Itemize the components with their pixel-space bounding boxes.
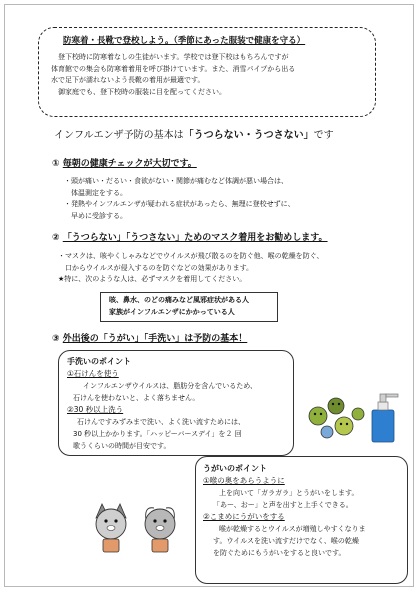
section2-number: ② (52, 233, 60, 243)
section1-line: 早めに受診する。 (64, 211, 127, 220)
section1-body (64, 176, 295, 222)
section2-line: ・マスクは、咳やくしゃみなどでウイルスが飛び散るのを防ぐ他、喉の乾燥を防ぐ、 (58, 252, 324, 260)
section2-heading (52, 232, 328, 245)
gargle-point2-text (203, 523, 401, 559)
handwash-point2-heading: ②30 秒以上洗う (67, 405, 124, 414)
section3-heading (52, 333, 247, 346)
gargle-point2-heading: ②こまめにうがいをする (203, 512, 285, 521)
notice-line: 体育館での集会も防寒着着用を呼び掛けています。また、消雪パイプから出る (51, 64, 296, 73)
gargling-children-illustration (88, 496, 184, 556)
handwash-point1-heading: ①石けんを使う (67, 369, 119, 378)
heading-suffix: です (313, 130, 334, 141)
notice-line: 登下校時に防寒着なしの生徒がいます。学校では登下校はもちろんですが (58, 53, 289, 61)
section2-body (58, 251, 323, 286)
handwash-title: 手洗いのポイント (67, 357, 131, 366)
section1-line: ・発熱やインフルエンザが疑われる症状があったら、無理に登校せずに、 (64, 200, 295, 208)
gargle-card (195, 456, 408, 584)
section1-line: ・頭が痛い・だるい・食欲がない・関節が痛むなど体調が悪い場合は、 (64, 177, 288, 185)
gargle-line: 上を向いて「ガラガラ」とうがいをします。 (219, 489, 359, 497)
handwash-card (58, 350, 294, 456)
handwash-line: 30 秒以上かかります。「ハッピーバースデイ」を２ 回 (73, 430, 242, 438)
sanitizer-bottle-icon (372, 394, 398, 442)
section3-number: ③ (52, 334, 60, 344)
notice-line: 水で足下が濡れないよう長靴の着用が最適です。 (51, 76, 205, 84)
mask-target-box (100, 292, 278, 322)
notice-box (38, 27, 376, 117)
mask-target-item: 家族がインフルエンザにかかっている人 (109, 307, 235, 316)
gargle-line: を防ぐためにもうがいをすると良いです。 (213, 549, 346, 557)
section1-number: ① (52, 159, 60, 169)
handwash-line: インフルエンザウイルスは、脂肪分を含んでいるため、 (83, 382, 258, 390)
germ-icon (309, 398, 364, 438)
section3-title: 外出後の「うがい」「手洗い」は予防の基本！ (62, 334, 248, 344)
heading-prefix: インフルエンザ予防の基本は (54, 130, 184, 141)
gargle-point1-text (203, 487, 401, 511)
handwash-point2-text (67, 416, 285, 452)
gargle-title: うがいのポイント (203, 464, 267, 473)
germ-sanitizer-illustration (300, 388, 412, 450)
heading-emphasis: 「うつらない・うつさない」 (183, 130, 314, 141)
notice-line: 御家庭でも、登下校時の服装に目を配ってください。 (58, 87, 226, 96)
section2-line: 口からウイルスが侵入するのを防ぐなどの効果があります。 (58, 263, 254, 272)
section1-title: 毎朝の健康チェックが大切です。 (62, 159, 197, 169)
section1-line: 体温測定をする。 (64, 188, 127, 197)
handwash-point1-text (67, 380, 285, 404)
main-heading (54, 129, 334, 143)
section2-title: 「うつらない」「うつさない」ためのマスク着用をお勧めします。 (62, 233, 328, 243)
section1-heading (52, 158, 197, 171)
notice-body (51, 52, 365, 98)
handwash-line: 歌うくらいの時間が目安です。 (73, 442, 171, 450)
gargle-line: す。ウイルスを洗い流すだけでなく、喉の乾燥 (213, 537, 359, 545)
gargle-line: 「あー、おー」と声を出すと上手くできる。 (213, 501, 353, 509)
handwash-line: 石けんを使わないと、よく落ちません。 (73, 394, 200, 402)
gargling-children-icon (96, 504, 175, 552)
gargle-line: 喉が乾燥するとウイルスが増殖しやすくなりま (219, 525, 366, 533)
notice-title: 防寒着・長靴で登校しよう。（季節にあった服装で健康を守る） (63, 36, 306, 46)
gargle-point1-heading: ①喉の奥をあらうように (203, 476, 285, 485)
section2-line: ★特に、次のような人は、必ずマスクを着用してください。 (58, 275, 247, 283)
mask-target-item: 咳、鼻水、のどの痛みなど風邪症状がある人 (109, 296, 249, 304)
handwash-line: 石けんですみずみまで洗い、よく洗い流すためには、 (77, 418, 245, 426)
